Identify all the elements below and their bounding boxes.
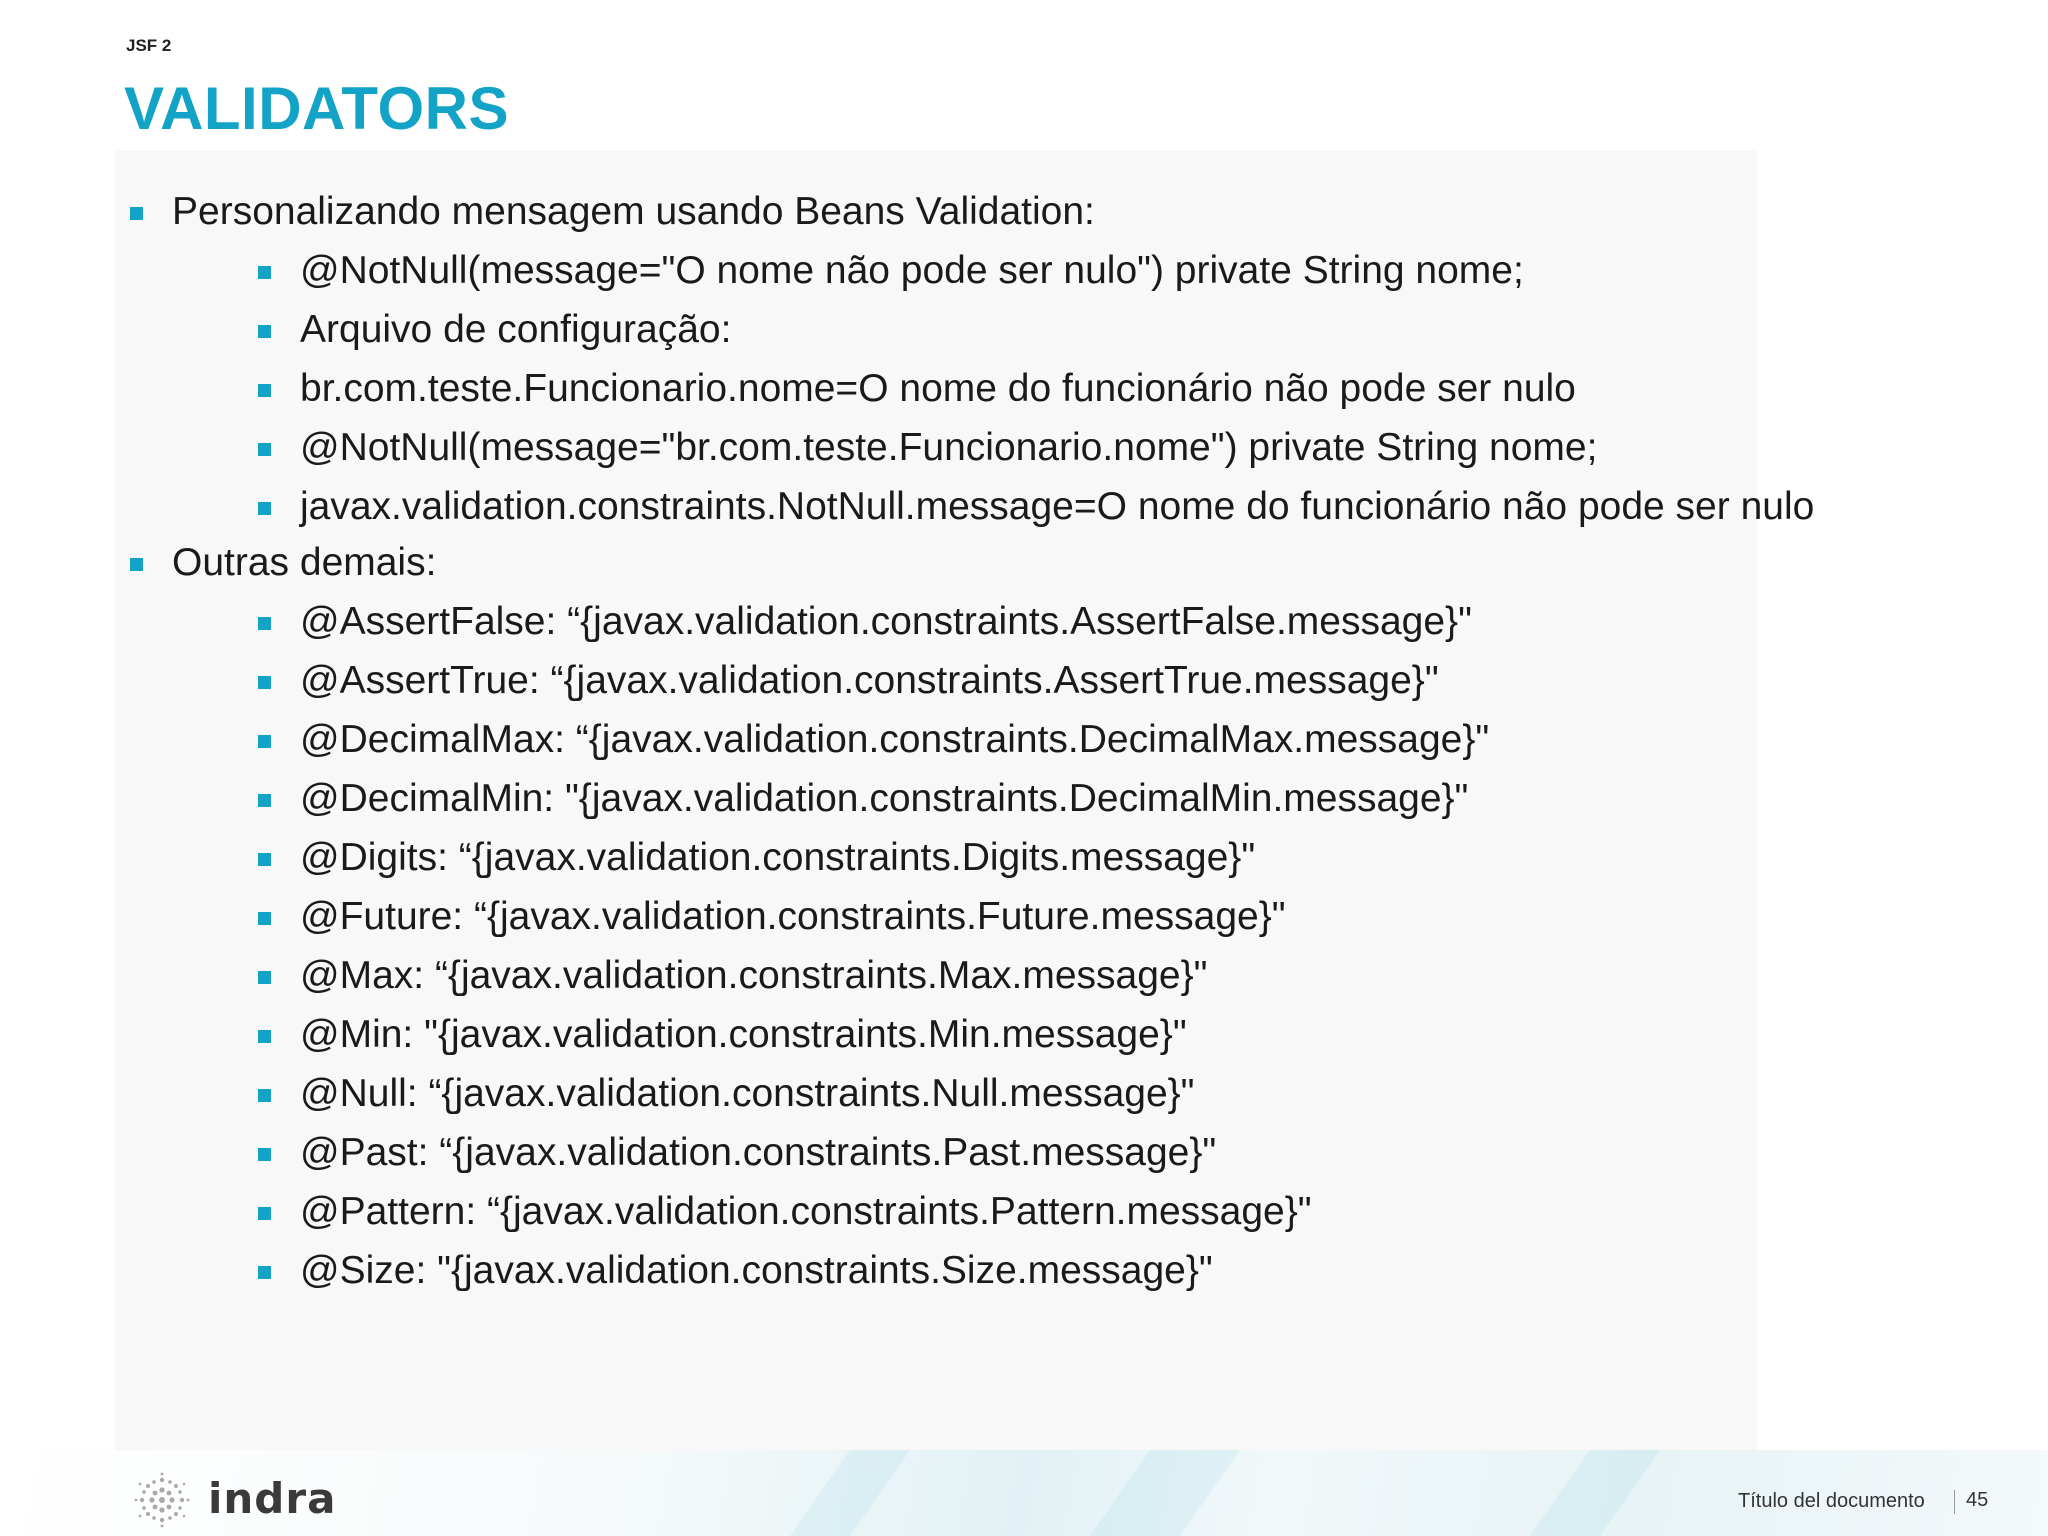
bullet-text: @DecimalMin: "{javax.validation.constraints.DecimalMin.message}" xyxy=(300,777,1469,820)
indra-logo-icon xyxy=(130,1470,194,1530)
list-item xyxy=(126,716,1966,764)
square-bullet-icon xyxy=(258,266,271,279)
square-bullet-icon xyxy=(258,794,271,807)
square-bullet-icon xyxy=(258,735,271,748)
square-bullet-icon xyxy=(258,1148,271,1161)
bullet-text: Personalizando mensagem usando Beans Validation: xyxy=(172,190,1095,233)
list-item xyxy=(126,893,1966,941)
square-bullet-icon xyxy=(258,853,271,866)
bullet-text: br.com.teste.Funcionario.nome=O nome do funcionário não pode ser nulo xyxy=(300,367,1576,410)
bullet-text: @Size: "{javax.validation.constraints.Size.message}" xyxy=(300,1249,1213,1292)
square-bullet-icon xyxy=(258,443,271,456)
square-bullet-icon xyxy=(258,1089,271,1102)
list-item xyxy=(126,247,1966,295)
list-item xyxy=(126,1129,1966,1177)
square-bullet-icon xyxy=(258,325,271,338)
bullet-text: @NotNull(message="br.com.teste.Funcionario.nome") private String nome; xyxy=(300,426,1598,469)
list-item xyxy=(126,1188,1966,1236)
list-item xyxy=(126,424,1966,472)
section-eyebrow: JSF 2 xyxy=(126,36,172,55)
bullet-text: @Future: “{javax.validation.constraints.Future.message}" xyxy=(300,895,1286,938)
square-bullet-icon xyxy=(258,1030,271,1043)
list-item xyxy=(126,1247,1966,1295)
list-item xyxy=(126,365,1966,413)
list-item xyxy=(126,952,1966,1000)
list-item xyxy=(126,306,1966,354)
bullet-text: @NotNull(message="O nome não pode ser nulo") private String nome; xyxy=(300,249,1524,292)
list-item xyxy=(126,598,1966,646)
bullet-text: Arquivo de configuração: xyxy=(300,308,732,351)
list-item xyxy=(126,775,1966,823)
square-bullet-icon xyxy=(258,1207,271,1220)
bullet-text: Outras demais: xyxy=(172,541,437,584)
footer-separator xyxy=(1954,1490,1955,1514)
bullet-list xyxy=(126,188,1966,1306)
list-item xyxy=(126,834,1966,882)
bullet-text: @Min: "{javax.validation.constraints.Min.message}" xyxy=(300,1013,1187,1056)
bullet-text: @Null: “{javax.validation.constraints.Null.message}" xyxy=(300,1072,1195,1115)
list-item xyxy=(126,1011,1966,1059)
bullet-text: @Pattern: “{javax.validation.constraints.Pattern.message}" xyxy=(300,1190,1312,1233)
bullet-text: @Max: “{javax.validation.constraints.Max.message}" xyxy=(300,954,1208,997)
bullet-text: javax.validation.constraints.NotNull.message=O nome do funcionário não pode ser nulo xyxy=(300,485,1815,528)
document-title: Título del documento xyxy=(1738,1490,1925,1512)
indra-logo xyxy=(130,1470,450,1530)
list-item xyxy=(126,188,1966,236)
slide-title: VALIDATORS xyxy=(124,75,510,142)
square-bullet-icon xyxy=(258,676,271,689)
logo-text: indra xyxy=(208,1474,337,1523)
list-item xyxy=(126,1070,1966,1118)
list-item xyxy=(126,483,1918,531)
square-bullet-icon xyxy=(258,617,271,630)
square-bullet-icon xyxy=(258,912,271,925)
list-item xyxy=(126,657,1966,705)
square-bullet-icon xyxy=(258,1266,271,1279)
square-bullet-icon xyxy=(258,384,271,397)
square-bullet-icon xyxy=(258,971,271,984)
square-bullet-icon xyxy=(258,502,271,515)
bullet-text: @DecimalMax: “{javax.validation.constraints.DecimalMax.message}" xyxy=(300,718,1490,761)
list-item xyxy=(126,539,1966,587)
bullet-text: @Digits: “{javax.validation.constraints.Digits.message}" xyxy=(300,836,1256,879)
page-number: 45 xyxy=(1966,1489,1989,1511)
bullet-text: @AssertTrue: “{javax.validation.constraints.AssertTrue.message}" xyxy=(300,659,1439,702)
bullet-text: @AssertFalse: “{javax.validation.constraints.AssertFalse.message}" xyxy=(300,600,1472,643)
square-bullet-icon xyxy=(130,207,143,220)
bullet-text: @Past: “{javax.validation.constraints.Past.message}" xyxy=(300,1131,1217,1174)
square-bullet-icon xyxy=(130,558,143,571)
